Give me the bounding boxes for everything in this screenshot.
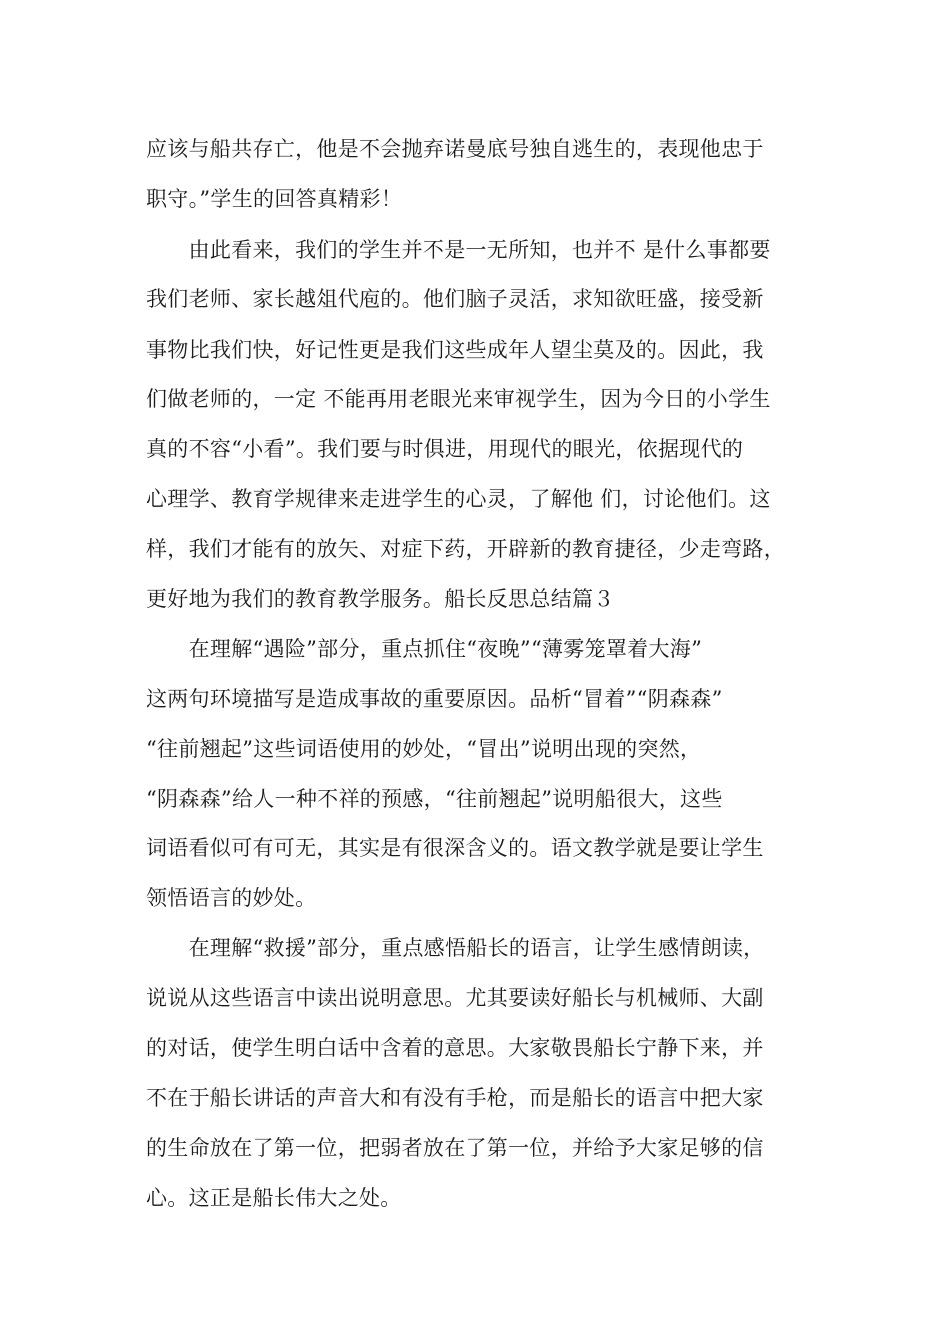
text-line: 不在于船长讲话的声音大和有没有手枪，而是船长的语言中把大家 — [146, 1086, 764, 1110]
text-line: “往前翘起”这些词语使用的妙处，“冒出”说明出现的突然， — [146, 737, 702, 761]
text-line: 说说从这些语言中读出说明意思。尤其要读好船长与机械师、大副 — [146, 986, 764, 1010]
text-line: 们做老师的，一定 不能再用老眼光来审视学生，因为今日的小学生 — [146, 387, 771, 411]
text-line: 样，我们才能有的放矢、对症下药，开辟新的教育捷径，少走弯路， — [146, 537, 785, 561]
text-line: 的生命放在了第一位，把弱者放在了第一位，并给予大家足够的信 — [146, 1136, 764, 1160]
text-line: 心理学、教育学规律来走进学生的心灵，了解他 们，讨论他们。这 — [146, 487, 771, 511]
text-line: 在理解“遇险”部分，重点抓住“夜晚”“薄雾笼罩着大海” — [146, 637, 703, 661]
text-line: 的对话，使学生明白话中含着的意思。大家敬畏船长宁静下来，并 — [146, 1036, 764, 1060]
text-line: 在理解“救援”部分，重点感悟船长的语言，让学生感情朗读， — [146, 936, 765, 960]
text-line: 由此看来，我们的学生并不是一无所知，也并不 是什么事都要 — [146, 238, 771, 262]
text-line: 领悟语言的妙处。 — [146, 886, 317, 910]
text-line: 我们老师、家长越俎代庖的。他们脑子灵活，求知欲旺盛，接受新 — [146, 287, 764, 311]
text-line: 更好地为我们的教育教学服务。船长反思总结篇３ — [146, 587, 615, 611]
text-line: 职守。”学生的回答真精彩！ — [146, 187, 403, 211]
text-line: 真的不容“小看”。我们要与时俱进，用现代的眼光，依据现代的 — [146, 437, 744, 461]
text-line: 事物比我们快，好记性更是我们这些成年人望尘莫及的。因此，我 — [146, 338, 764, 362]
text-line: 词语看似可有可无，其实是有很深含义的。语文教学就是要让学生 — [146, 836, 764, 860]
text-line: 这两句环境描写是造成事故的重要原因。品析“冒着”“阴森森” — [146, 687, 723, 711]
text-line: 心。这正是船长伟大之处。 — [146, 1186, 402, 1210]
text-line: 应该与船共存亡，他是不会抛弃诺曼底号独自逃生的，表现他忠于 — [146, 137, 764, 161]
text-line: “阴森森”给人一种不祥的预感，“往前翘起”说明船很大，这些 — [146, 787, 723, 811]
